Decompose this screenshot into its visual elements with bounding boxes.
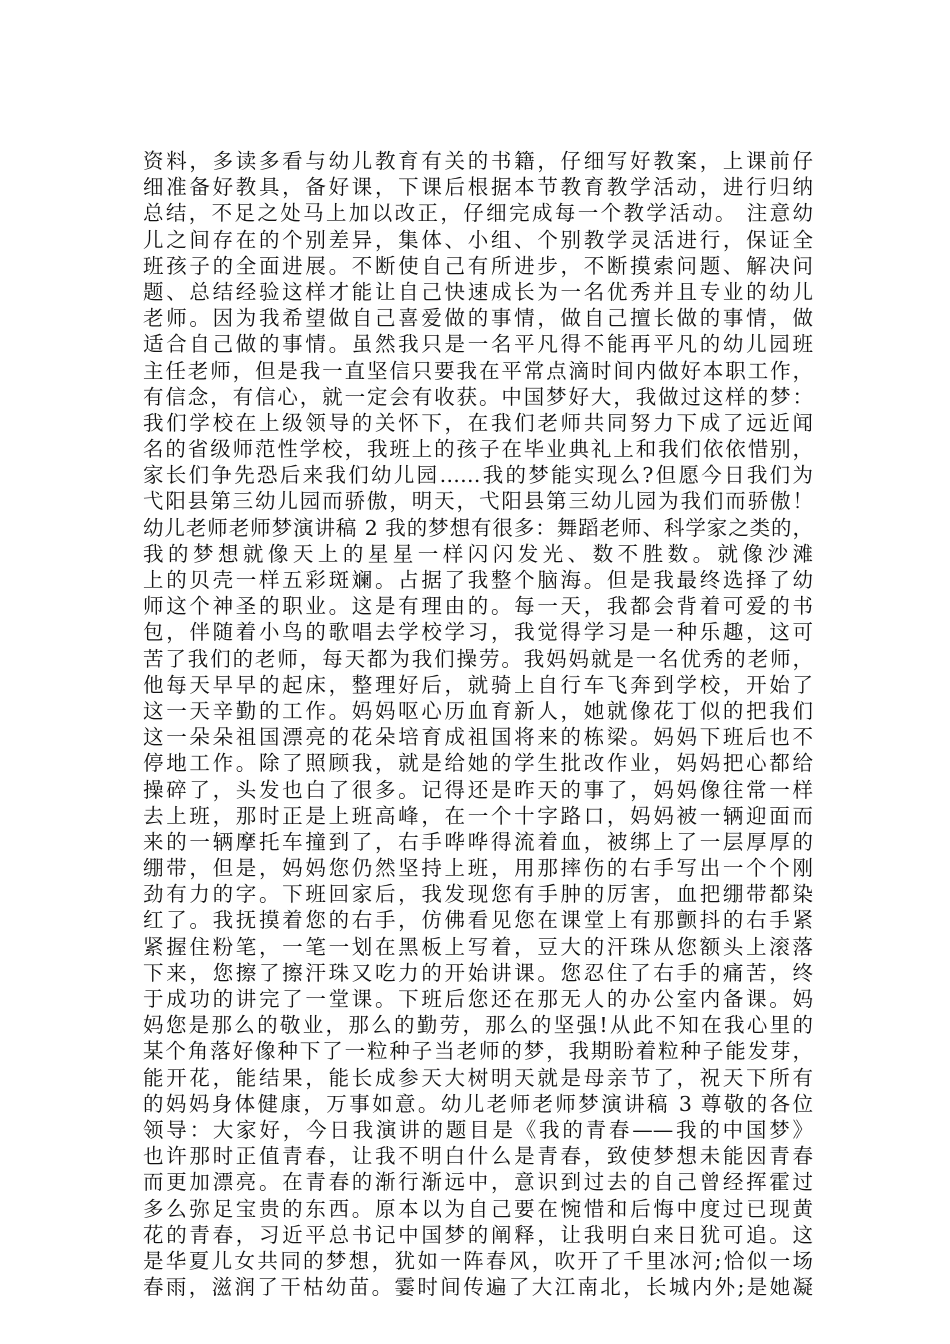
text-line: 操碎了，头发也白了很多。记得还是昨天的事了，妈妈像往常一样 (143, 777, 813, 802)
text-line: 名的省级师范性学校，我班上的孩子在毕业典礼上和我们依依惜别， (143, 437, 813, 462)
text-line: 我的梦想就像天上的星星一样闪闪发光、数不胜数。就像沙滩 (143, 541, 813, 566)
text-line: 总结，不足之处马上加以改正，仔细完成每一个教学活动。 注意幼 (143, 201, 813, 226)
text-line: 领导：大家好，今日我演讲的题目是《我的青春——我的中国梦》 (143, 1117, 813, 1142)
text-line: 这一朵朵祖国漂亮的花朵培育成祖国将来的栋梁。妈妈下班后也不 (143, 725, 813, 750)
text-line: 也许那时正值青春，让我不明白什么是青春，致使梦想未能因青春 (143, 1144, 813, 1169)
text-line: 某个角落好像种下了一粒种子当老师的梦，我期盼着粒种子能发芽， (143, 1039, 813, 1064)
document-body (143, 148, 813, 1300)
text-line: 下来，您擦了擦汗珠又吃力的开始讲课。您忍住了右手的痛苦，终 (143, 960, 813, 985)
text-line: 花的青春，习近平总书记中国梦的阐释，让我明白来日犹可追。这 (143, 1222, 813, 1247)
text-line: 春雨，滋润了干枯幼苗。霎时间传遍了大江南北，长城内外;是她凝 (143, 1275, 813, 1300)
text-line: 绷带，但是，妈妈您仍然坚持上班，用那摔伤的右手写出一个个刚 (143, 856, 813, 881)
text-line: 紧握住粉笔，一笔一划在黑板上写着，豆大的汗珠从您额头上滚落 (143, 934, 813, 959)
text-line: 包，伴随着小鸟的歌唱去学校学习，我觉得学习是一种乐趣，这可 (143, 620, 813, 645)
text-line: 适合自己做的事情。虽然我只是一名平凡得不能再平凡的幼儿园班 (143, 332, 813, 357)
text-line: 师这个神圣的职业。这是有理由的。每一天，我都会背着可爱的书 (143, 594, 813, 619)
text-line: 苦了我们的老师，每天都为我们操劳。我妈妈就是一名优秀的老师， (143, 646, 813, 671)
text-line: 资料，多读多看与幼儿教育有关的书籍，仔细写好教案，上课前仔 (143, 149, 813, 173)
text-line: 细准备好教具，备好课，下课后根据本节教育教学活动，进行归纳 (143, 175, 813, 200)
text-line: 幼儿老师老师梦演讲稿 2 我的梦想有很多：舞蹈老师、科学家之类的， (143, 515, 813, 540)
text-line: 儿之间存在的个别差异，集体、小组、个别教学灵活进行，保证全 (143, 227, 813, 252)
text-line: 上的贝壳一样五彩斑斓。占据了我整个脑海。但是我最终选择了幼 (143, 568, 813, 592)
text-line: 的妈妈身体健康，万事如意。幼儿老师老师梦演讲稿 3 尊敬的各位 (143, 1091, 813, 1116)
text-line: 停地工作。除了照顾我，就是给她的学生批改作业，妈妈把心都给 (143, 751, 813, 776)
text-line: 能开花，能结果，能长成参天大树明天就是母亲节了，祝天下所有 (143, 1065, 813, 1090)
text-line: 他每天早早的起床，整理好后，就骑上自行车飞奔到学校，开始了 (143, 672, 813, 697)
text-line: 去上班，那时正是上班高峰，在一个十字路口，妈妈被一辆迎面而 (143, 803, 813, 828)
text-line: 老师。因为我希望做自己喜爱做的事情，做自己擅长做的事情，做 (143, 306, 813, 331)
text-line: 于成功的讲完了一堂课。下班后您还在那无人的办公室内备课。妈 (143, 987, 813, 1011)
text-line: 多么弥足宝贵的东西。原本以为自己要在惋惜和后悔中度过已现黄 (143, 1196, 813, 1221)
text-line: 妈您是那么的敬业，那么的勤劳，那么的坚强!从此不知在我心里的 (143, 1013, 813, 1038)
text-line: 题、总结经验这样才能让自己快速成长为一名优秀并且专业的幼儿 (143, 279, 813, 304)
text-line: 主任老师，但是我一直坚信只要我在平常点滴时间内做好本职工作， (143, 358, 813, 383)
text-line: 而更加漂亮。在青春的渐行渐远中，意识到过去的自己曾经挥霍过 (143, 1170, 813, 1195)
text-line: 家长们争先恐后来我们幼儿园……我的梦能实现么?但愿今日我们为 (143, 463, 813, 488)
text-line: 来的一辆摩托车撞到了，右手哗哗得流着血，被绑上了一层厚厚的 (143, 829, 813, 854)
text-line: 劲有力的字。下班回家后，我发现您有手肿的厉害，血把绷带都染 (143, 882, 813, 907)
text-line: 是华夏儿女共同的梦想，犹如一阵春风，吹开了千里冰河;恰似一场 (143, 1248, 813, 1273)
text-line: 这一天辛勤的工作。妈妈呕心历血育新人，她就像花丁似的把我们 (143, 698, 813, 723)
text-line: 我们学校在上级领导的关怀下，在我们老师共同努力下成了远近闻 (143, 410, 813, 435)
text-line: 班孩子的全面进展。不断使自己有所进步，不断摸索问题、解决问 (143, 253, 813, 278)
text-line: 弋阳县第三幼儿园而骄傲，明天，弋阳县第三幼儿园为我们而骄傲！ (143, 489, 813, 514)
text-line: 红了。我抚摸着您的右手，仿佛看见您在课堂上有那颤抖的右手紧 (143, 908, 813, 933)
text-line: 有信念，有信心，就一定会有收获。中国梦好大，我做过这样的梦： (143, 384, 813, 409)
